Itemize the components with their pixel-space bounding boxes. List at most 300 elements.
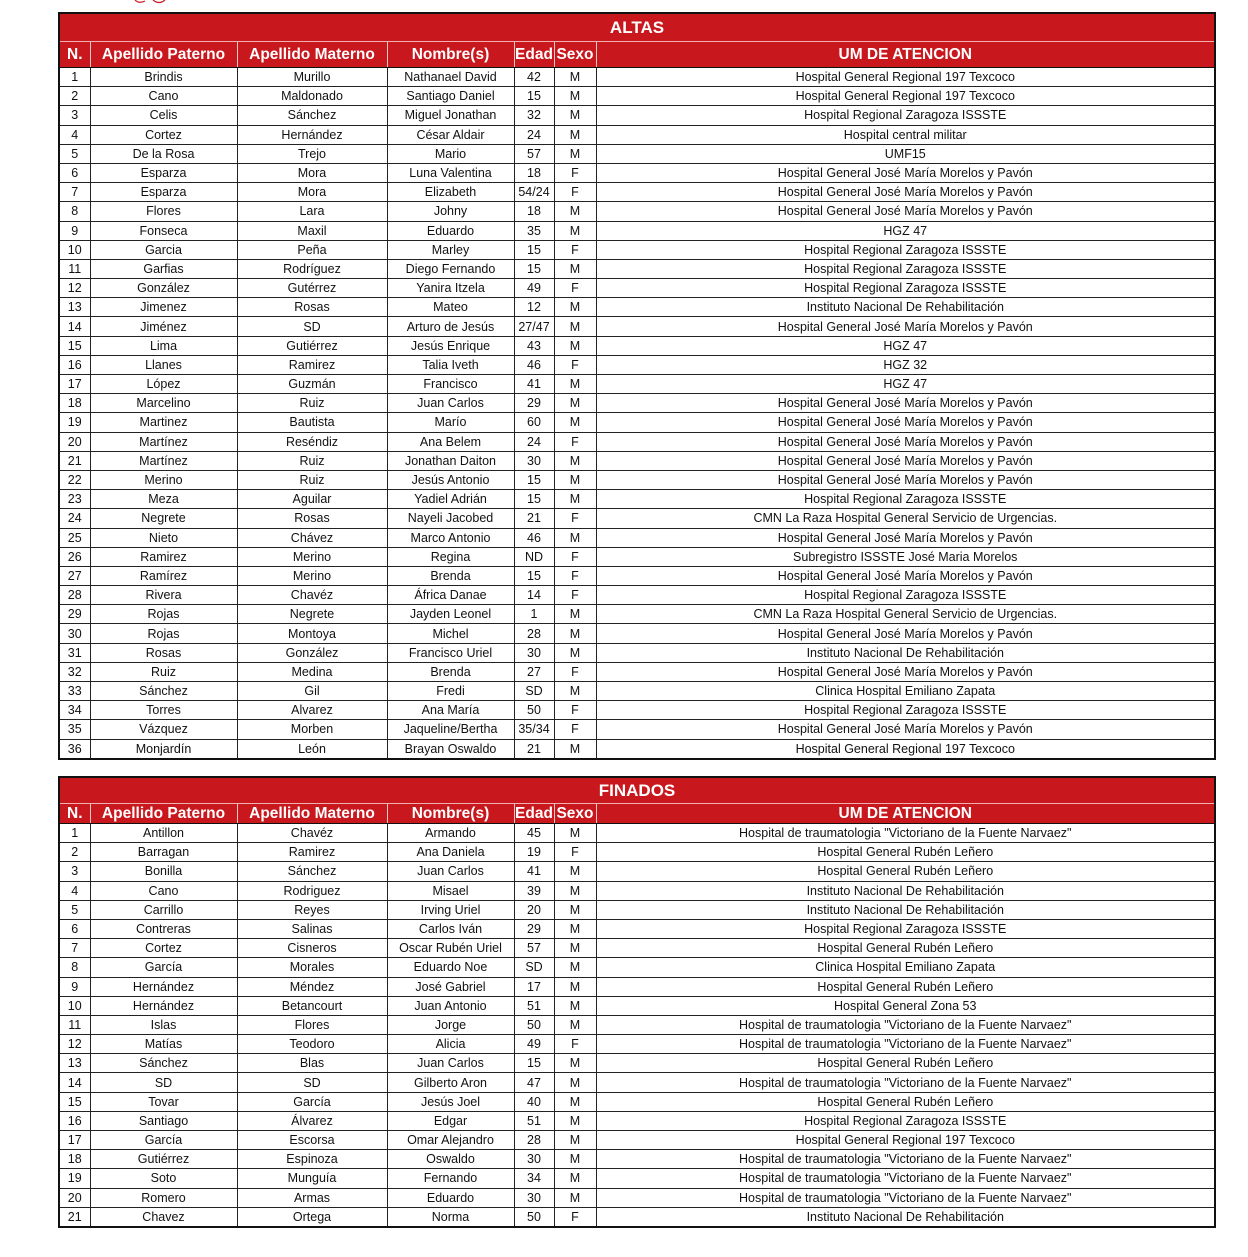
cell-apellido-paterno: Rojas (90, 605, 237, 624)
cell-n: 20 (59, 432, 90, 451)
cell-n: 15 (59, 336, 90, 355)
table-row (59, 701, 1215, 720)
cell-apellido-paterno: Cano (90, 87, 237, 106)
cell-um-de-atencion: Hospital Regional Zaragoza ISSSTE (596, 259, 1215, 278)
cell-edad: 18 (514, 202, 554, 221)
cell-sexo: M (554, 1131, 596, 1150)
cell-sexo: M (554, 1054, 596, 1073)
cell-apellido-paterno: De la Rosa (90, 144, 237, 163)
cell-edad: 49 (514, 1035, 554, 1054)
col-header-edad: Edad (514, 42, 554, 68)
cell-n: 10 (59, 996, 90, 1015)
cell-n: 13 (59, 298, 90, 317)
cell-apellido-materno: Ramirez (237, 843, 387, 862)
cell-sexo: F (554, 662, 596, 681)
cell-apellido-materno: Chavéz (237, 586, 387, 605)
table-row (59, 881, 1215, 900)
cell-apellido-paterno: Jiménez (90, 317, 237, 336)
cell-sexo: F (554, 355, 596, 374)
cell-n: 25 (59, 528, 90, 547)
cell-apellido-materno: León (237, 739, 387, 759)
cell-apellido-paterno: Rivera (90, 586, 237, 605)
cell-n: 16 (59, 1111, 90, 1130)
cell-nombres: Juan Carlos (387, 394, 514, 413)
cell-um-de-atencion: Clinica Hospital Emiliano Zapata (596, 682, 1215, 701)
cell-apellido-paterno: Rosas (90, 643, 237, 662)
cell-n: 17 (59, 375, 90, 394)
cell-nombres: Jesús Joel (387, 1092, 514, 1111)
cell-sexo: M (554, 1150, 596, 1169)
cell-apellido-paterno: Sánchez (90, 682, 237, 701)
cell-edad: 15 (514, 470, 554, 489)
cell-nombres: Irving Uriel (387, 900, 514, 919)
cell-n: 21 (59, 1207, 90, 1227)
col-header-sexo: Sexo (554, 42, 596, 68)
cell-sexo: M (554, 605, 596, 624)
col-header-apellido-materno: Apellido Materno (237, 42, 387, 68)
cell-sexo: M (554, 739, 596, 759)
table-row (59, 375, 1215, 394)
cell-um-de-atencion: Instituto Nacional De Rehabilitación (596, 900, 1215, 919)
cell-n: 28 (59, 586, 90, 605)
cell-edad: 30 (514, 451, 554, 470)
cell-apellido-paterno: Ramirez (90, 547, 237, 566)
cell-edad: 15 (514, 259, 554, 278)
cell-um-de-atencion: Instituto Nacional De Rehabilitación (596, 881, 1215, 900)
cell-edad: 51 (514, 1111, 554, 1130)
cell-sexo: M (554, 336, 596, 355)
cell-um-de-atencion: Subregistro ISSSTE José Maria Morelos (596, 547, 1215, 566)
cell-sexo: F (554, 279, 596, 298)
cell-apellido-paterno: Garfias (90, 259, 237, 278)
table-row (59, 68, 1215, 87)
col-header-apellido-paterno: Apellido Paterno (90, 42, 237, 68)
cell-n: 6 (59, 163, 90, 182)
table-row (59, 566, 1215, 585)
cell-um-de-atencion: Clinica Hospital Emiliano Zapata (596, 958, 1215, 977)
table-row (59, 451, 1215, 470)
cell-edad: 27 (514, 662, 554, 681)
cell-sexo: M (554, 919, 596, 938)
cell-edad: 21 (514, 739, 554, 759)
cell-sexo: M (554, 824, 596, 843)
cell-edad: 15 (514, 240, 554, 259)
table-row (59, 1035, 1215, 1054)
table-row (59, 586, 1215, 605)
cell-um-de-atencion: Hospital General José María Morelos y Pavón (596, 662, 1215, 681)
cell-nombres: Brenda (387, 566, 514, 585)
cell-apellido-paterno: Cortez (90, 939, 237, 958)
cell-nombres: Eduardo (387, 1188, 514, 1207)
cell-nombres: Jesús Antonio (387, 470, 514, 489)
cell-edad: 40 (514, 1092, 554, 1111)
cell-n: 9 (59, 221, 90, 240)
cell-apellido-paterno: Chavez (90, 1207, 237, 1227)
cell-edad: 54/24 (514, 183, 554, 202)
cell-edad: 35/34 (514, 720, 554, 739)
table-row (59, 490, 1215, 509)
cell-apellido-paterno: López (90, 375, 237, 394)
table-row (59, 298, 1215, 317)
cell-sexo: F (554, 509, 596, 528)
cell-nombres: Fredi (387, 682, 514, 701)
cell-apellido-paterno: Matías (90, 1035, 237, 1054)
table-row (59, 1169, 1215, 1188)
cell-nombres: Brayan Oswaldo (387, 739, 514, 759)
cell-n: 8 (59, 958, 90, 977)
cell-sexo: M (554, 144, 596, 163)
cell-edad: 30 (514, 1188, 554, 1207)
cell-n: 14 (59, 1073, 90, 1092)
table-row (59, 977, 1215, 996)
table-row (59, 1131, 1215, 1150)
cell-apellido-materno: Ortega (237, 1207, 387, 1227)
cell-nombres: César Aldair (387, 125, 514, 144)
cell-nombres: Edgar (387, 1111, 514, 1130)
cell-edad: 21 (514, 509, 554, 528)
cell-sexo: M (554, 221, 596, 240)
cell-apellido-materno: González (237, 643, 387, 662)
cell-apellido-materno: Sánchez (237, 106, 387, 125)
cell-n: 19 (59, 413, 90, 432)
cell-apellido-paterno: Vázquez (90, 720, 237, 739)
cell-edad: 29 (514, 394, 554, 413)
cell-apellido-materno: Flores (237, 1015, 387, 1034)
cell-n: 20 (59, 1188, 90, 1207)
table-row (59, 125, 1215, 144)
cell-nombres: África Danae (387, 586, 514, 605)
table-row (59, 509, 1215, 528)
cell-nombres: Armando (387, 824, 514, 843)
cell-nombres: Arturo de Jesús (387, 317, 514, 336)
cell-edad: 39 (514, 881, 554, 900)
altas-title: ALTAS (59, 13, 1215, 42)
cell-n: 31 (59, 643, 90, 662)
cell-apellido-materno: Morben (237, 720, 387, 739)
cell-um-de-atencion: Hospital General Rubén Leñero (596, 862, 1215, 881)
table-row (59, 682, 1215, 701)
cell-apellido-paterno: Gutiérrez (90, 1150, 237, 1169)
col-header-nombres: Nombre(s) (387, 42, 514, 68)
cell-sexo: M (554, 490, 596, 509)
cell-apellido-paterno: Lima (90, 336, 237, 355)
cell-apellido-materno: Betancourt (237, 996, 387, 1015)
table-row (59, 1015, 1215, 1034)
cell-edad: 47 (514, 1073, 554, 1092)
cell-n: 11 (59, 259, 90, 278)
cell-apellido-paterno: Tovar (90, 1092, 237, 1111)
cell-um-de-atencion: Hospital de traumatologia "Victoriano de la Fuente Narvaez" (596, 1035, 1215, 1054)
cell-edad: 19 (514, 843, 554, 862)
table-row (59, 87, 1215, 106)
cell-sexo: M (554, 1169, 596, 1188)
cell-um-de-atencion: Hospital Regional Zaragoza ISSSTE (596, 106, 1215, 125)
cell-sexo: F (554, 163, 596, 182)
cell-apellido-paterno: Flores (90, 202, 237, 221)
cell-um-de-atencion: Hospital Regional Zaragoza ISSSTE (596, 1111, 1215, 1130)
cell-apellido-materno: Reyes (237, 900, 387, 919)
cell-nombres: Nayeli Jacobed (387, 509, 514, 528)
cell-nombres: Eduardo (387, 221, 514, 240)
cell-um-de-atencion: Hospital General José María Morelos y Pavón (596, 720, 1215, 739)
cell-apellido-materno: Rosas (237, 298, 387, 317)
cell-edad: 60 (514, 413, 554, 432)
table-row (59, 1188, 1215, 1207)
altas-table (58, 12, 1216, 760)
cell-apellido-paterno: Rojas (90, 624, 237, 643)
cell-um-de-atencion: Hospital central militar (596, 125, 1215, 144)
cell-nombres: Michel (387, 624, 514, 643)
cell-nombres: José Gabriel (387, 977, 514, 996)
table-row (59, 662, 1215, 681)
table-row (59, 163, 1215, 182)
cell-sexo: F (554, 720, 596, 739)
cell-um-de-atencion: Hospital General Rubén Leñero (596, 843, 1215, 862)
cell-nombres: Marío (387, 413, 514, 432)
cell-edad: 15 (514, 490, 554, 509)
cell-sexo: F (554, 701, 596, 720)
table-row (59, 144, 1215, 163)
table-row (59, 183, 1215, 202)
cell-um-de-atencion: HGZ 32 (596, 355, 1215, 374)
cell-n: 10 (59, 240, 90, 259)
cell-apellido-paterno: Esparza (90, 163, 237, 182)
cell-sexo: M (554, 958, 596, 977)
cell-um-de-atencion: Hospital de traumatologia "Victoriano de la Fuente Narvaez" (596, 1150, 1215, 1169)
cell-sexo: M (554, 528, 596, 547)
cell-nombres: Regina (387, 547, 514, 566)
cell-edad: 30 (514, 643, 554, 662)
cell-nombres: Marco Antonio (387, 528, 514, 547)
cell-um-de-atencion: Hospital Regional Zaragoza ISSSTE (596, 919, 1215, 938)
cell-apellido-materno: Escorsa (237, 1131, 387, 1150)
cell-nombres: Juan Antonio (387, 996, 514, 1015)
cell-edad: 17 (514, 977, 554, 996)
cell-edad: 15 (514, 87, 554, 106)
cell-edad: 15 (514, 1054, 554, 1073)
col-header-edad: Edad (515, 804, 553, 822)
cell-apellido-materno: Gutiérrez (237, 336, 387, 355)
cell-apellido-materno: Medina (237, 662, 387, 681)
cell-apellido-paterno: Hernández (90, 977, 237, 996)
cell-apellido-materno: Ramirez (237, 355, 387, 374)
cell-nombres: Francisco (387, 375, 514, 394)
cell-edad: 50 (514, 1207, 554, 1227)
cell-n: 4 (59, 125, 90, 144)
cell-nombres: Marley (387, 240, 514, 259)
cell-n: 12 (59, 279, 90, 298)
table-row (59, 824, 1215, 843)
table-row (59, 1150, 1215, 1169)
cell-sexo: M (554, 68, 596, 87)
cell-um-de-atencion: UMF15 (596, 144, 1215, 163)
cell-apellido-paterno: Cortez (90, 125, 237, 144)
cell-sexo: M (554, 1188, 596, 1207)
cell-edad: 35 (514, 221, 554, 240)
cell-apellido-materno: Bautista (237, 413, 387, 432)
cell-apellido-materno: Chavéz (237, 824, 387, 843)
cell-n: 23 (59, 490, 90, 509)
cell-nombres: Eduardo Noe (387, 958, 514, 977)
cell-edad: 57 (514, 939, 554, 958)
cell-apellido-materno: Merino (237, 566, 387, 585)
cell-sexo: F (554, 586, 596, 605)
cell-apellido-materno: Méndez (237, 977, 387, 996)
cell-n: 26 (59, 547, 90, 566)
cell-apellido-materno: Negrete (237, 605, 387, 624)
cell-sexo: M (554, 643, 596, 662)
cell-apellido-paterno: Cano (90, 881, 237, 900)
cell-um-de-atencion: HGZ 47 (596, 336, 1215, 355)
cell-n: 15 (59, 1092, 90, 1111)
table-row (59, 605, 1215, 624)
cell-um-de-atencion: Hospital de traumatologia "Victoriano de la Fuente Narvaez" (596, 1015, 1215, 1034)
cell-apellido-paterno: Martínez (90, 432, 237, 451)
cell-nombres: Elizabeth (387, 183, 514, 202)
table-row (59, 221, 1215, 240)
table-row (59, 720, 1215, 739)
cell-apellido-paterno: Garcia (90, 240, 237, 259)
cell-n: 33 (59, 682, 90, 701)
cell-nombres: Carlos Iván (387, 919, 514, 938)
cell-edad: 12 (514, 298, 554, 317)
cell-edad: SD (514, 682, 554, 701)
cell-apellido-paterno: Brindis (90, 68, 237, 87)
table-row (59, 624, 1215, 643)
cell-sexo: M (554, 977, 596, 996)
cell-sexo: M (554, 996, 596, 1015)
cell-nombres: Omar Alejandro (387, 1131, 514, 1150)
cell-sexo: M (554, 900, 596, 919)
cell-n: 36 (59, 739, 90, 759)
table-row (59, 547, 1215, 566)
cell-apellido-paterno: Nieto (90, 528, 237, 547)
cell-nombres: Yadiel Adrián (387, 490, 514, 509)
cell-apellido-materno: Munguía (237, 1169, 387, 1188)
cell-um-de-atencion: Instituto Nacional De Rehabilitación (596, 298, 1215, 317)
table-row (59, 1092, 1215, 1111)
cell-edad: ND (514, 547, 554, 566)
cell-n: 16 (59, 355, 90, 374)
cell-apellido-paterno: Celis (90, 106, 237, 125)
cell-n: 1 (59, 68, 90, 87)
cell-sexo: M (554, 939, 596, 958)
cell-um-de-atencion: Instituto Nacional De Rehabilitación (596, 1207, 1215, 1227)
cell-apellido-materno: Rosas (237, 509, 387, 528)
cell-n: 19 (59, 1169, 90, 1188)
cell-apellido-paterno: Ruiz (90, 662, 237, 681)
cell-n: 3 (59, 106, 90, 125)
table-row (59, 739, 1215, 759)
finados-title: FINADOS (59, 777, 1215, 804)
table-row (59, 900, 1215, 919)
cell-apellido-paterno: García (90, 1131, 237, 1150)
cell-nombres: Nathanael David (387, 68, 514, 87)
cell-sexo: M (554, 682, 596, 701)
cell-edad: 24 (514, 125, 554, 144)
cell-apellido-materno: SD (237, 317, 387, 336)
cell-sexo: M (554, 394, 596, 413)
cell-apellido-paterno: Negrete (90, 509, 237, 528)
cell-apellido-materno: Aguilar (237, 490, 387, 509)
cell-n: 9 (59, 977, 90, 996)
col-header-um-de-atencion: UM DE ATENCION (596, 42, 1215, 68)
cell-apellido-materno: Maldonado (237, 87, 387, 106)
cell-edad: 51 (514, 996, 554, 1015)
cell-n: 32 (59, 662, 90, 681)
cell-um-de-atencion: Hospital Regional Zaragoza ISSSTE (596, 240, 1215, 259)
cell-sexo: F (554, 183, 596, 202)
cell-sexo: F (554, 547, 596, 566)
cell-um-de-atencion: Hospital General Zona 53 (596, 996, 1215, 1015)
cell-edad: 14 (514, 586, 554, 605)
cell-n: 11 (59, 1015, 90, 1034)
cell-sexo: M (554, 375, 596, 394)
cell-edad: SD (514, 958, 554, 977)
cell-um-de-atencion: Hospital General José María Morelos y Pavón (596, 432, 1215, 451)
cell-apellido-paterno: SD (90, 1073, 237, 1092)
col-header-n: N. (59, 804, 90, 824)
cell-um-de-atencion: Hospital General José María Morelos y Pavón (596, 163, 1215, 182)
cell-sexo: M (554, 87, 596, 106)
cell-apellido-materno: Lara (237, 202, 387, 221)
cell-sexo: M (554, 259, 596, 278)
cell-apellido-materno: Ruiz (237, 394, 387, 413)
cell-apellido-materno: Gutérrez (237, 279, 387, 298)
cell-nombres: Gilberto Aron (387, 1073, 514, 1092)
cell-um-de-atencion: Hospital General Rubén Leñero (596, 1054, 1215, 1073)
cell-n: 3 (59, 862, 90, 881)
cell-n: 34 (59, 701, 90, 720)
col-header-n: N. (59, 42, 90, 68)
table-row (59, 528, 1215, 547)
cell-nombres: Jorge (387, 1015, 514, 1034)
table-row (59, 240, 1215, 259)
cell-nombres: Juan Carlos (387, 1054, 514, 1073)
table-row (59, 643, 1215, 662)
cell-edad: 42 (514, 68, 554, 87)
cell-um-de-atencion: Hospital General José María Morelos y Pavón (596, 528, 1215, 547)
cell-apellido-materno: Cisneros (237, 939, 387, 958)
cell-sexo: M (554, 1092, 596, 1111)
cell-n: 18 (59, 394, 90, 413)
cell-nombres: Misael (387, 881, 514, 900)
cell-edad: 34 (514, 1169, 554, 1188)
cell-apellido-materno: Ruiz (237, 451, 387, 470)
cell-apellido-materno: Morales (237, 958, 387, 977)
cell-um-de-atencion: Hospital General José María Morelos y Pavón (596, 317, 1215, 336)
table-row (59, 106, 1215, 125)
cell-sexo: F (554, 566, 596, 585)
table-row (59, 1073, 1215, 1092)
cell-um-de-atencion: CMN La Raza Hospital General Servicio de Urgencias. (596, 509, 1215, 528)
cell-um-de-atencion: Hospital General Regional 197 Texcoco (596, 87, 1215, 106)
cell-apellido-materno: Blas (237, 1054, 387, 1073)
cell-apellido-materno: Sánchez (237, 862, 387, 881)
cell-n: 1 (59, 824, 90, 843)
table-row (59, 317, 1215, 336)
cell-nombres: Oscar Rubén Uriel (387, 939, 514, 958)
cell-apellido-materno: Gil (237, 682, 387, 701)
cell-um-de-atencion: Hospital General Rubén Leñero (596, 977, 1215, 996)
cell-um-de-atencion: Hospital de traumatologia "Victoriano de la Fuente Narvaez" (596, 1073, 1215, 1092)
cell-apellido-materno: Salinas (237, 919, 387, 938)
cell-um-de-atencion: Hospital General Regional 197 Texcoco (596, 68, 1215, 87)
cell-nombres: Mateo (387, 298, 514, 317)
cell-um-de-atencion: Hospital General José María Morelos y Pavón (596, 183, 1215, 202)
cell-um-de-atencion: HGZ 47 (596, 221, 1215, 240)
cell-n: 4 (59, 881, 90, 900)
